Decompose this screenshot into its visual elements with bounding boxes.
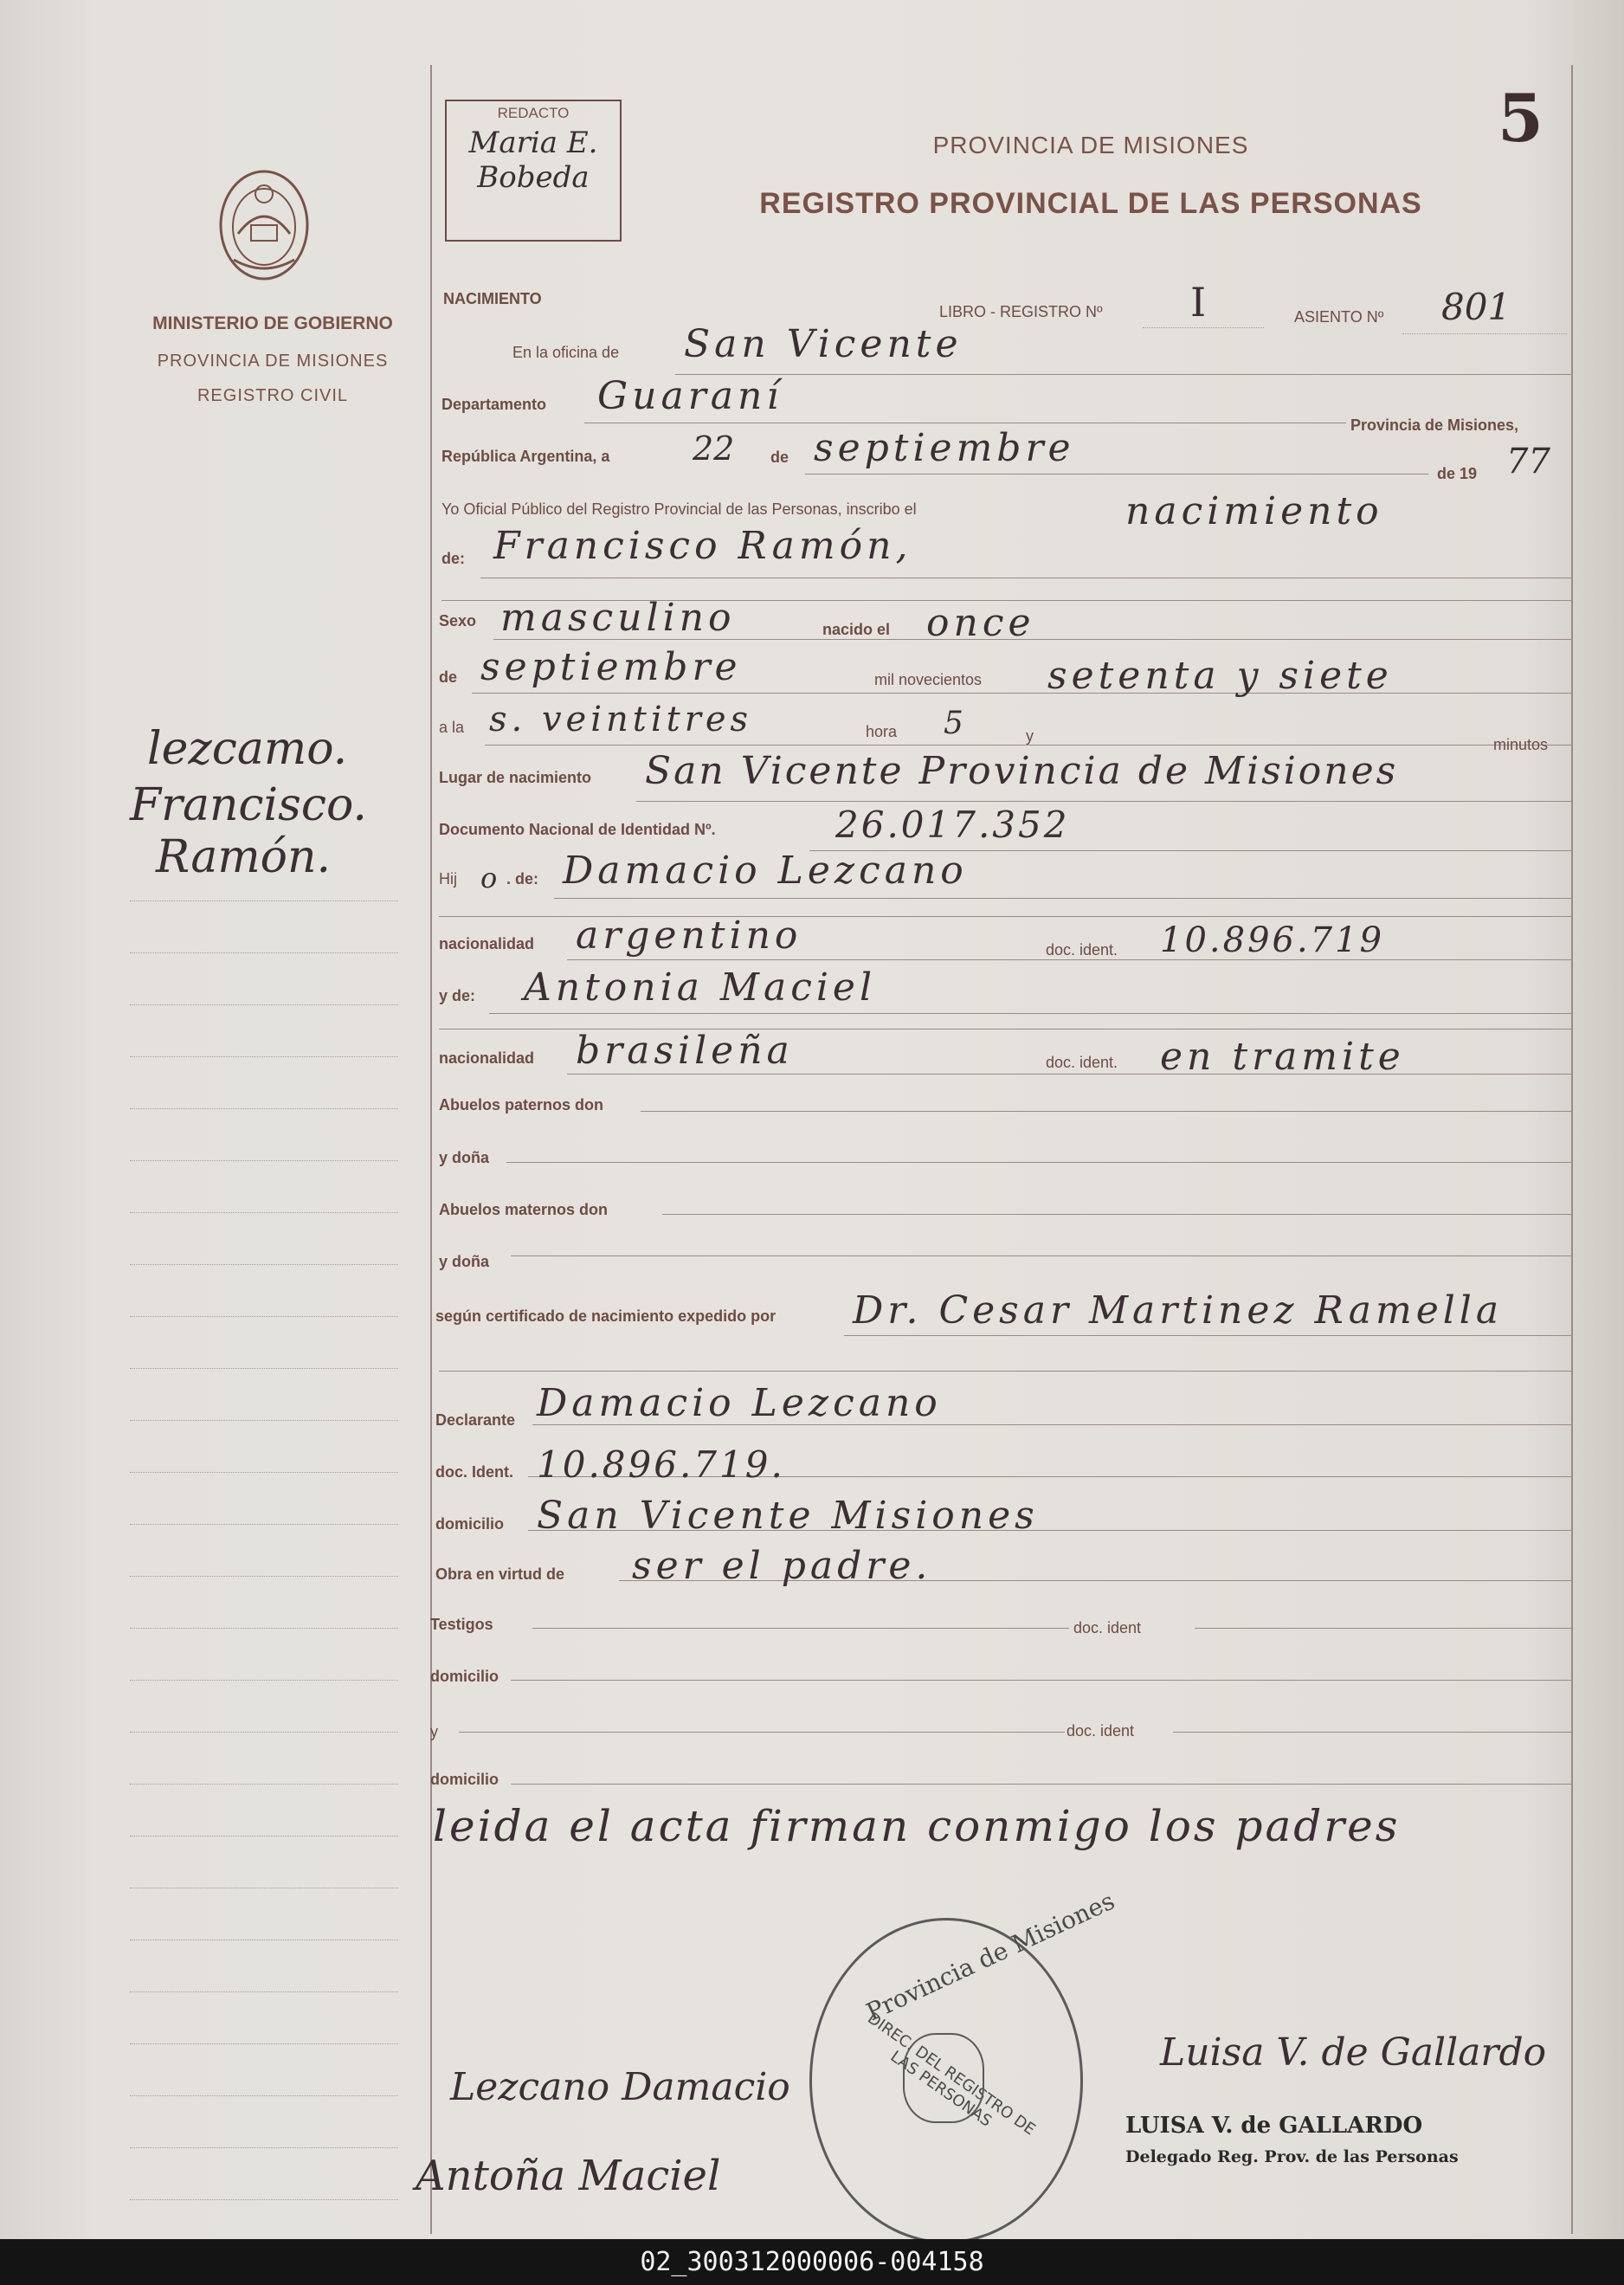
- republica-label: República Argentina, a: [441, 448, 610, 465]
- padre-nac-value: argentino: [576, 913, 802, 958]
- y-de-label: y de:: [439, 987, 476, 1004]
- hora2-value: 5: [944, 706, 963, 741]
- margin-rule-line: [130, 1784, 398, 1785]
- sexo-label: Sexo: [439, 612, 477, 629]
- oficina-label: En la oficina de: [512, 344, 620, 361]
- segun-line: [844, 1335, 1571, 1336]
- margin-rule-line: [130, 1160, 398, 1161]
- coat-of-arms-icon: [208, 165, 320, 286]
- minutos-label: minutos: [1493, 736, 1549, 753]
- mes-nac-line: [472, 693, 1571, 694]
- madre-nac-value: brasileña: [576, 1029, 794, 1073]
- testigos-label: Testigos: [430, 1616, 493, 1633]
- obra-value: ser el padre.: [632, 1544, 932, 1588]
- margin-rule-line: [130, 2095, 398, 2096]
- doc-ident-label-2: doc. ident.: [1046, 1054, 1118, 1071]
- redacto-name: Maria E. Bobeda: [468, 126, 598, 195]
- dia-value: 22: [693, 429, 735, 468]
- oficina-line: [675, 374, 1571, 375]
- margin-rule-line: [130, 1316, 398, 1317]
- margin-rule-line: [130, 2043, 398, 2044]
- nacido-value: once: [926, 601, 1035, 645]
- madre-nac-line: [567, 1074, 1571, 1075]
- margin-rule-line: [130, 1264, 398, 1265]
- image-id-footer: 02_300312000006-004158: [0, 2239, 1624, 2285]
- nac-label-1: nacionalidad: [439, 935, 535, 952]
- margin-rule-line: [130, 900, 398, 901]
- domicilio-line-3: [511, 1784, 1571, 1785]
- domicilio-label-3: domicilio: [430, 1771, 499, 1788]
- de3-label: de: [439, 668, 458, 686]
- segun-line-2: [439, 1371, 1571, 1372]
- madre-doc-value: en tramite: [1160, 1035, 1405, 1079]
- ministry-registry: REGISTRO CIVIL: [197, 386, 349, 405]
- abuelos-pat-line: [641, 1111, 1571, 1112]
- domicilio-label-2: domicilio: [430, 1668, 499, 1685]
- y-dona-label-2: y doña: [439, 1253, 490, 1270]
- domicilio-value: San Vicente Misiones: [537, 1494, 1039, 1538]
- margin-rule-line: [130, 1524, 398, 1525]
- testigo1-line: [532, 1628, 1069, 1629]
- asiento-label: ASIENTO Nº: [1294, 308, 1384, 326]
- y2-label: y: [430, 1723, 438, 1740]
- doc-ident2-label: doc. Ident.: [435, 1463, 513, 1481]
- a-la-label: a la: [439, 719, 465, 736]
- record-type-label: NACIMIENTO: [443, 290, 542, 307]
- libro-label: LIBRO - REGISTRO Nº: [939, 303, 1103, 320]
- abuelos-pat-label: Abuelos paternos don: [439, 1096, 604, 1113]
- oficial-text: Yo Oficial Público del Registro Provincial de las Personas, inscribo el: [441, 500, 917, 518]
- hora-label: hora: [866, 723, 898, 740]
- libro-value: I: [1190, 279, 1207, 326]
- departamento-label: Departamento: [441, 396, 547, 413]
- page-number: 5: [1498, 80, 1543, 157]
- padre-line: [554, 898, 1571, 899]
- round-seal-inner-text: DIREC. DEL REGISTRO DE LAS PERSONAS: [864, 2009, 1039, 2140]
- declarante-doc-value: 10.896.719.: [537, 1443, 785, 1486]
- ministry-name: MINISTERIO DE GOBIERNO: [152, 313, 393, 333]
- seal-emblem-icon: [903, 2033, 984, 2123]
- hijo-suffix: o: [480, 862, 498, 894]
- margin-rule-line: [130, 1628, 398, 1629]
- abuelos-mat-label: Abuelos maternos don: [439, 1201, 609, 1218]
- y-label: y: [1026, 727, 1034, 745]
- ministry-province: PROVINCIA DE MISIONES: [157, 352, 389, 371]
- y-dona-label-1: y doña: [439, 1149, 490, 1166]
- margin-rule-line: [130, 1472, 398, 1473]
- margin-rule-line: [130, 1576, 398, 1577]
- oficina-value: San Vicente: [684, 322, 963, 366]
- padre-nac-line: [567, 959, 1571, 960]
- dni-label: Documento Nacional de Identidad Nº.: [439, 821, 716, 838]
- redacto-label: REDACTO: [497, 105, 570, 121]
- obra-label: Obra en virtud de: [435, 1565, 565, 1583]
- asiento-value: 801: [1441, 286, 1511, 328]
- asiento-line: [1402, 333, 1567, 334]
- anio-label: de 19: [1437, 465, 1478, 482]
- lugar-value: San Vicente Provincia de Misiones: [645, 749, 1399, 793]
- margin-rule-line: [130, 1420, 398, 1421]
- margin-rule-line: [130, 952, 398, 953]
- mil-label: mil novecientos: [874, 671, 983, 688]
- margin-rule-line: [130, 1991, 398, 1992]
- official-stamp-name: LUISA V. de GALLARDO: [1125, 2113, 1423, 2139]
- abuela-mat-line: [511, 1255, 1571, 1256]
- hora-value: s. veintitres: [489, 700, 753, 739]
- mes-nac-value: septiembre: [480, 645, 742, 689]
- nac-label-2: nacionalidad: [439, 1049, 535, 1067]
- margin-rule-line: [130, 1004, 398, 1005]
- form-left-border: [430, 65, 432, 2234]
- margin-note-line3: Ramón.: [156, 831, 331, 883]
- testigo2-line: [459, 1732, 1065, 1733]
- anio-value: 77: [1506, 442, 1550, 481]
- de2-label: de:: [441, 550, 465, 567]
- margin-rule-line: [130, 1680, 398, 1681]
- official-signature: Luisa V. de Gallardo: [1160, 2030, 1547, 2075]
- padre-doc-value: 10.896.719: [1160, 920, 1385, 960]
- sexo-value: masculino: [500, 596, 736, 640]
- dni-value: 26.017.352: [835, 804, 1070, 846]
- lugar-label: Lugar de nacimiento: [439, 769, 592, 786]
- form-right-border: [1571, 65, 1573, 2234]
- nombre-value: Francisco Ramón,: [493, 524, 912, 568]
- anio-nac-value: setenta y siete: [1047, 654, 1393, 698]
- header-province: PROVINCIA DE MISIONES: [932, 132, 1249, 158]
- provincia-label: Provincia de Misiones,: [1350, 416, 1519, 434]
- redacto-box: [445, 100, 622, 242]
- declarante-label: Declarante: [435, 1411, 516, 1429]
- doc-ident3-label: doc. ident: [1073, 1619, 1142, 1636]
- mes-value: septiembre: [814, 426, 1075, 470]
- official-stamp-title: Delegado Reg. Prov. de las Personas: [1125, 2147, 1459, 2166]
- padre-value: Damacio Lezcano: [563, 849, 968, 893]
- header-title: REGISTRO PROVINCIAL DE LAS PERSONAS: [759, 187, 1422, 220]
- margin-rule-line: [130, 2199, 398, 2200]
- margin-rule-line: [130, 1212, 398, 1213]
- father-signature: Lezcano Damacio: [450, 2065, 790, 2109]
- margin-rule-line: [130, 1368, 398, 1369]
- domicilio-label-1: domicilio: [435, 1515, 505, 1533]
- testigo2-doc-line: [1173, 1732, 1571, 1733]
- round-seal: [809, 1886, 1119, 2239]
- declarante-value: Damacio Lezcano: [537, 1381, 942, 1425]
- oficial-value: nacimiento: [1125, 489, 1383, 533]
- margin-rule-line: [130, 1108, 398, 1109]
- testigo1-doc-line: [1195, 1628, 1571, 1629]
- lugar-line: [636, 801, 1571, 802]
- closing-statement: leida el acta firman conmigo los padres: [433, 1801, 1401, 1851]
- margin-rule-line: [130, 1056, 398, 1057]
- de-label: de: [770, 449, 789, 466]
- abuela-pat-line: [506, 1162, 1571, 1163]
- doc-ident-label-1: doc. ident.: [1046, 941, 1118, 959]
- margin-note-line2: Francisco.: [130, 779, 367, 831]
- margin-note-line1: lezcamo.: [147, 723, 348, 775]
- hijo-label: Hij: [439, 870, 457, 888]
- domicilio-line-2: [511, 1680, 1571, 1681]
- doc-ident4-label: doc. ident: [1067, 1722, 1135, 1740]
- segun-label: según certificado de nacimiento expedido por: [435, 1307, 777, 1325]
- departamento-value: Guaraní: [597, 374, 783, 418]
- madre-value: Antonia Maciel: [524, 965, 877, 1010]
- segun-value: Dr. Cesar Martinez Ramella: [853, 1288, 1504, 1333]
- margin-rule-line: [130, 2147, 398, 2148]
- abuelos-mat-line: [662, 1214, 1571, 1215]
- margin-rule-line: [130, 1732, 398, 1733]
- libro-line: [1143, 327, 1264, 328]
- madre-line: [489, 1013, 1571, 1014]
- round-seal-outer-text: Provincia de Misiones: [861, 1886, 1119, 2027]
- nacido-label: nacido el: [822, 621, 891, 638]
- hijo-de-label: . de:: [506, 870, 539, 888]
- mother-signature: Antoña Maciel: [416, 2152, 721, 2200]
